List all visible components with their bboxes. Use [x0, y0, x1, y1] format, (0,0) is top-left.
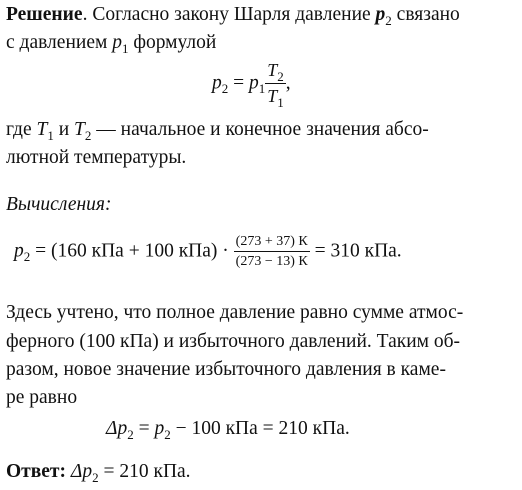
charles-law-formula: $p_2 = p_1$ $\frac{T_2}{T_1}$ , — [212, 60, 291, 110]
explanation-line-1: Здесь учтено, что полное давление равно сумме атмос- — [6, 302, 464, 323]
solution-line-4: лютной температуры. — [6, 147, 187, 168]
answer-label: Ответ: — [6, 461, 67, 482]
explanation-line-3: разом, новое значение избыточного давления в каме- — [6, 359, 446, 380]
calc-heading: Вычисления: — [6, 194, 112, 215]
calc-equation: $p_2 = (160$ кПа + 100 кПа) · $\frac{(273 + 37) К}{(273 - 13) К}$ = 310 кПа. — [14, 234, 402, 269]
solution-line-1: Решение. Согласно закону Шарля давление $p_2$ связано — [6, 4, 460, 28]
solution-heading: Решение — [6, 4, 83, 25]
explanation-line-4: ре равно — [6, 387, 78, 408]
temperature-fraction: $\frac{(273 + 37) К}{(273 - 13) К}$ — [235, 234, 308, 269]
excess-pressure-equation: $\Delta p_2 = p_2 - 100$ кПа = 210 кПа. — [106, 418, 350, 442]
solution-line-3: где $T_1$ и $T_2$ — начальное и конечное значения абсо- — [6, 119, 429, 143]
explanation-line-2: ферного (100 кПа) и избыточного давлений. Таким об- — [6, 331, 461, 352]
temperature-ratio: $\frac{T_2}{T_1}$ — [267, 60, 284, 110]
answer-line: Ответ: $\Delta p_2 = 210$ кПа. — [6, 461, 191, 485]
solution-line-2: с давлением $p_1$ формулой — [6, 32, 217, 56]
